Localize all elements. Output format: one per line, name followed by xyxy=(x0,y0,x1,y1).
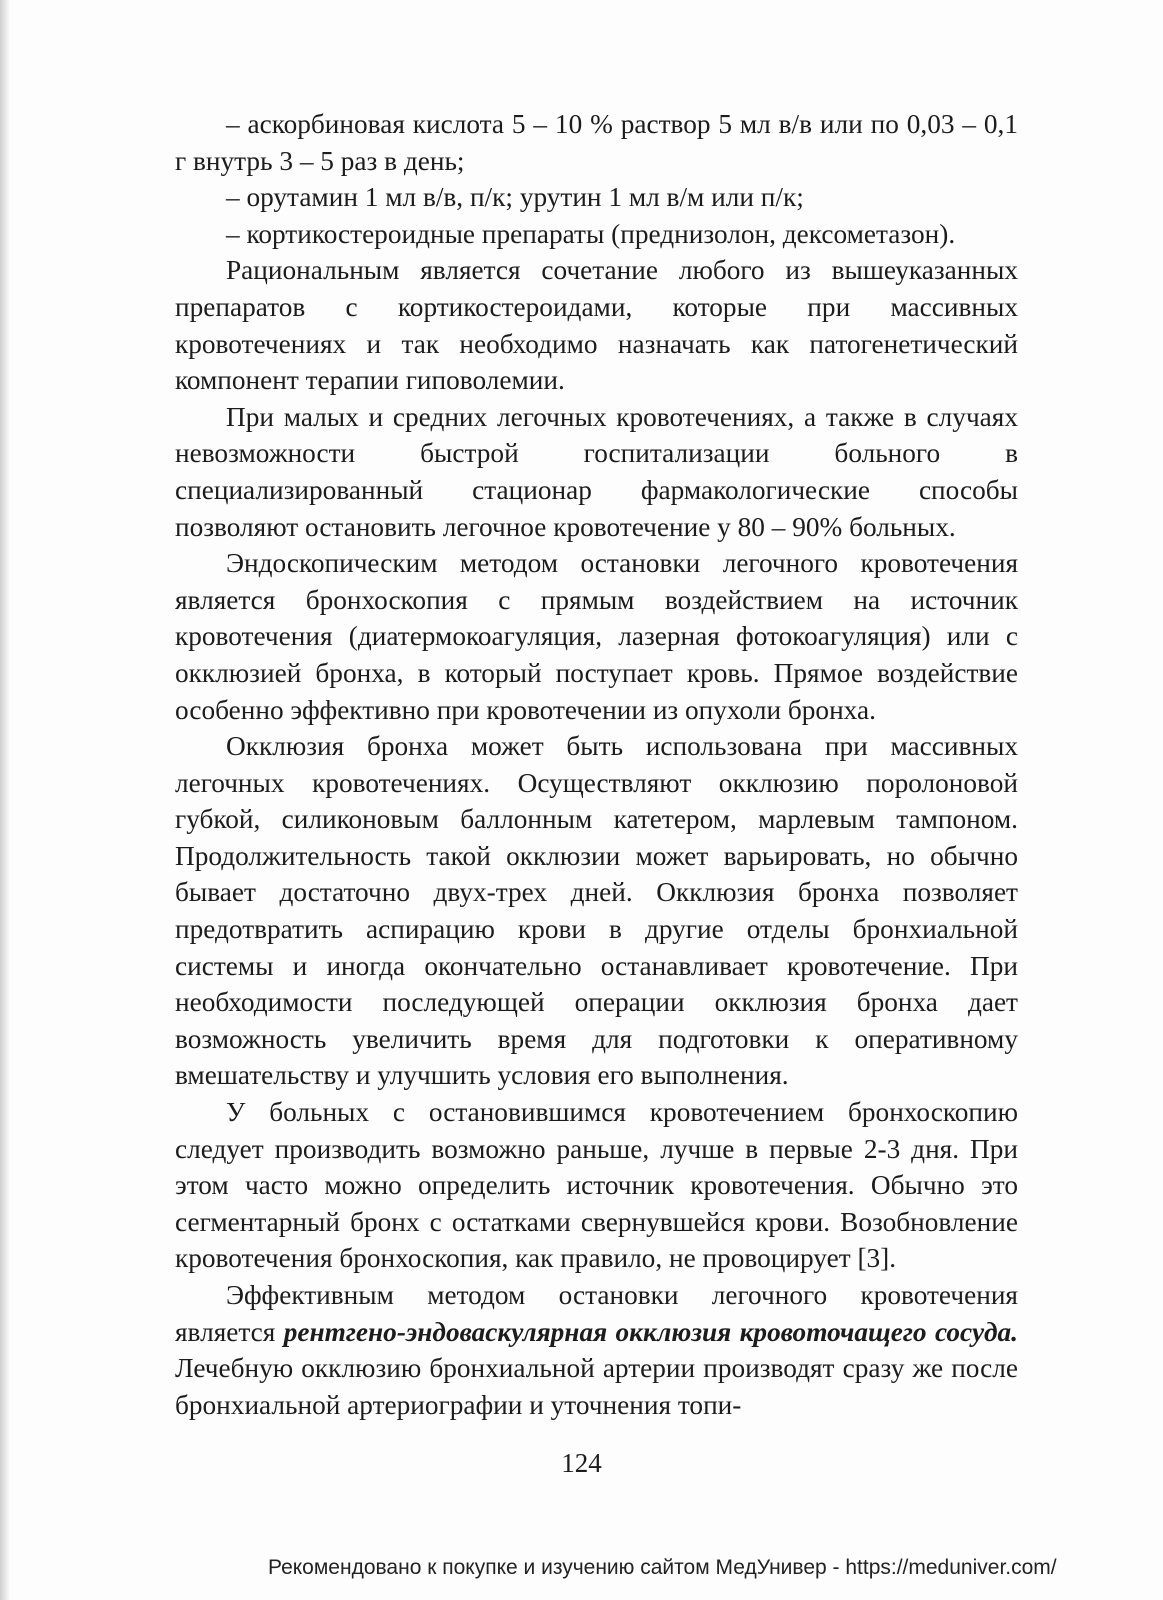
paragraph-text-after: Лечебную окклюзию бронхиальной артерии производят сразу же после бронхиальной артериографии и уточнения топи- xyxy=(175,1353,1018,1420)
paragraph-bronchoscopy-timing: У больных с остановившимся кровотечением бронхоскопию следует производить возможно раньше, лучше в первые 2-3 дня. При этом часто можно определить источник кровотечения. Обычно это сегментарный бронх с остатками свернувшейся крови. Возобновление кровотечения бронхоскопия, как правило, не провоцирует [3]. xyxy=(175,1097,1018,1274)
paragraph-text-before: Эффективным методом остановки легочного кровотечения является xyxy=(175,1280,1018,1347)
watermark-text: Рекомендовано к покупке и изучению сайтом МедУнивер - https://meduniver.com/ xyxy=(268,1556,1057,1579)
paragraph-orutamin: – орутамин 1 мл в/в, п/к; урутин 1 мл в/м или п/к; xyxy=(226,182,804,213)
paragraph-bronchus-occlusion: Окклюзия бронха может быть использована при массивных легочных кровотечениях. Осуществляют окклюзию поролоновой губкой, силиконовым баллонным катетером, марлевым тампоном. Продолжительность такой окклюзии может варьировать, но обычно бывает достаточно двух-трех дней. Окклюзия бронха позволяет предотвратить аспирацию крови в другие отделы бронхиальной системы и иногда окончательно останавливает кровотечение. При необходимости последующей операции окклюзия бронха дает возможность увеличить время для подготовки к оперативному вмешательству и улучшить условия его выполнения. xyxy=(175,731,1018,1091)
paragraph-small-bleeding: При малых и средних легочных кровотечениях, а также в случаях невозможности быстрой госпитализации больного в специализированный стационар фармакологические способы позволяют остановить легочное кровотечение у 80 – 90% больных. xyxy=(175,401,1018,542)
paragraph-rational-combination: Рациональным является сочетание любого из вышеуказанных препаратов с кортикостероидами, которые при массивных кровотечениях и так необходимо назначать как патогенетический компонент терапии гиповолемии. xyxy=(175,255,1018,396)
paragraph-ascorbic-acid: – аскорбиновая кислота 5 – 10 % раствор 5 мл в/в или по 0,03 – 0,1 г внутрь 3 – 5 раз в день; xyxy=(175,109,1018,176)
page-edge-shadow xyxy=(0,0,10,1600)
paragraph-endoscopic-method: Эндоскопическим методом остановки легочного кровотечения является бронхоскопия с прямым воздействием на источник кровотечения (диатермокоагуляция, лазерная фотокоагуляция) или с окклюзией бронха, в который поступает кровь. Прямое воздействие особенно эффективно при кровотечении из опухоли бронха. xyxy=(175,548,1018,725)
body-text xyxy=(175,106,1018,1423)
paragraph-endovascular-occlusion xyxy=(175,1277,1018,1423)
paragraph-corticosteroids: – кортикостероидные препараты (преднизолон, дексометазон). xyxy=(226,218,956,249)
page-number: 124 xyxy=(561,1448,602,1478)
emphasized-term: рентгено-эндоваскулярная окклюзия кровоточащего сосуда. xyxy=(283,1316,1019,1347)
